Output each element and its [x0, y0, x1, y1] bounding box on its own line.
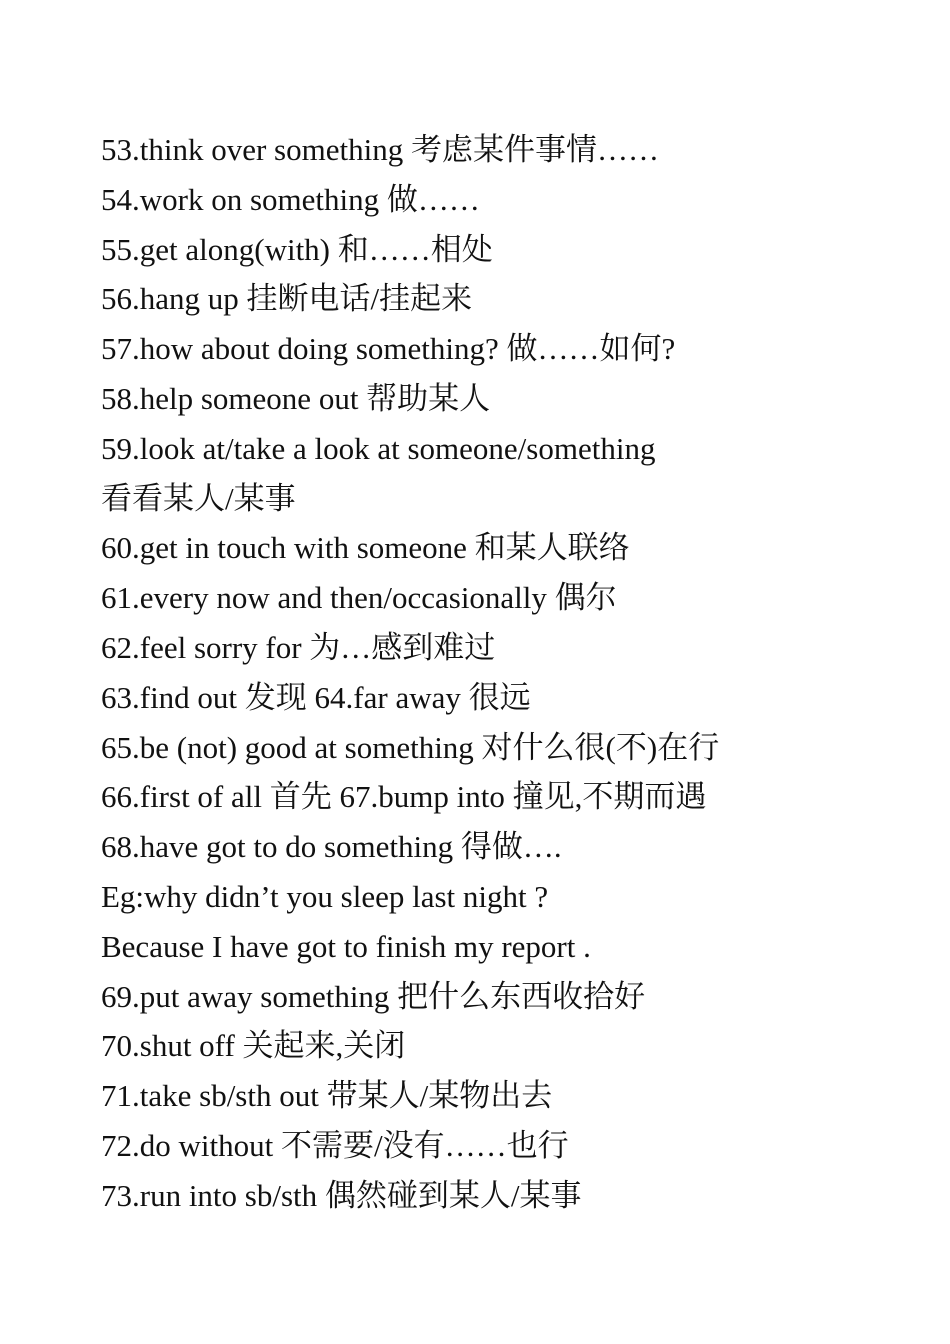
phrase-list	[101, 125, 921, 1221]
line-69: 69.put away something 把什么东西收拾好	[101, 978, 646, 1014]
line-60: 60.get in touch with someone 和某人联络	[101, 530, 630, 566]
line-65: 65.be (not) good at something 对什么很(不)在行	[101, 729, 720, 765]
line-62: 62.feel sorry for 为…感到难过	[101, 629, 496, 665]
line-59-translation: 看看某人/某事	[101, 480, 296, 516]
line-58: 58.help someone out 帮助某人	[101, 380, 491, 416]
line-56: 56.hang up 挂断电话/挂起来	[101, 281, 473, 317]
line-54: 54.work on something 做……	[101, 181, 480, 217]
line-68: 68.have got to do something 得做….	[101, 829, 562, 865]
line-71: 71.take sb/sth out 带某人/某物出去	[101, 1078, 553, 1114]
line-70: 70.shut off 关起来,关闭	[101, 1028, 406, 1064]
line-72: 72.do without 不需要/没有……也行	[101, 1127, 569, 1163]
line-73: 73.run into sb/sth 偶然碰到某人/某事	[101, 1177, 582, 1213]
line-55: 55.get along(with) 和……相处	[101, 231, 493, 267]
example-question: Eg:why didn’t you sleep last night ?	[101, 878, 549, 914]
line-61: 61.every now and then/occasionally 偶尔	[101, 580, 617, 616]
line-53: 53.think over something 考虑某件事情……	[101, 132, 659, 167]
example-answer: Because I have got to finish my report .	[101, 928, 591, 964]
line-66-67: 66.first of all 首先 67.bump into 撞见,不期而遇	[101, 779, 707, 815]
line-63-64: 63.find out 发现 64.far away 很远	[101, 679, 531, 715]
line-57: 57.how about doing something? 做……如何?	[101, 331, 676, 367]
line-59: 59.look at/take a look at someone/something	[101, 430, 656, 466]
